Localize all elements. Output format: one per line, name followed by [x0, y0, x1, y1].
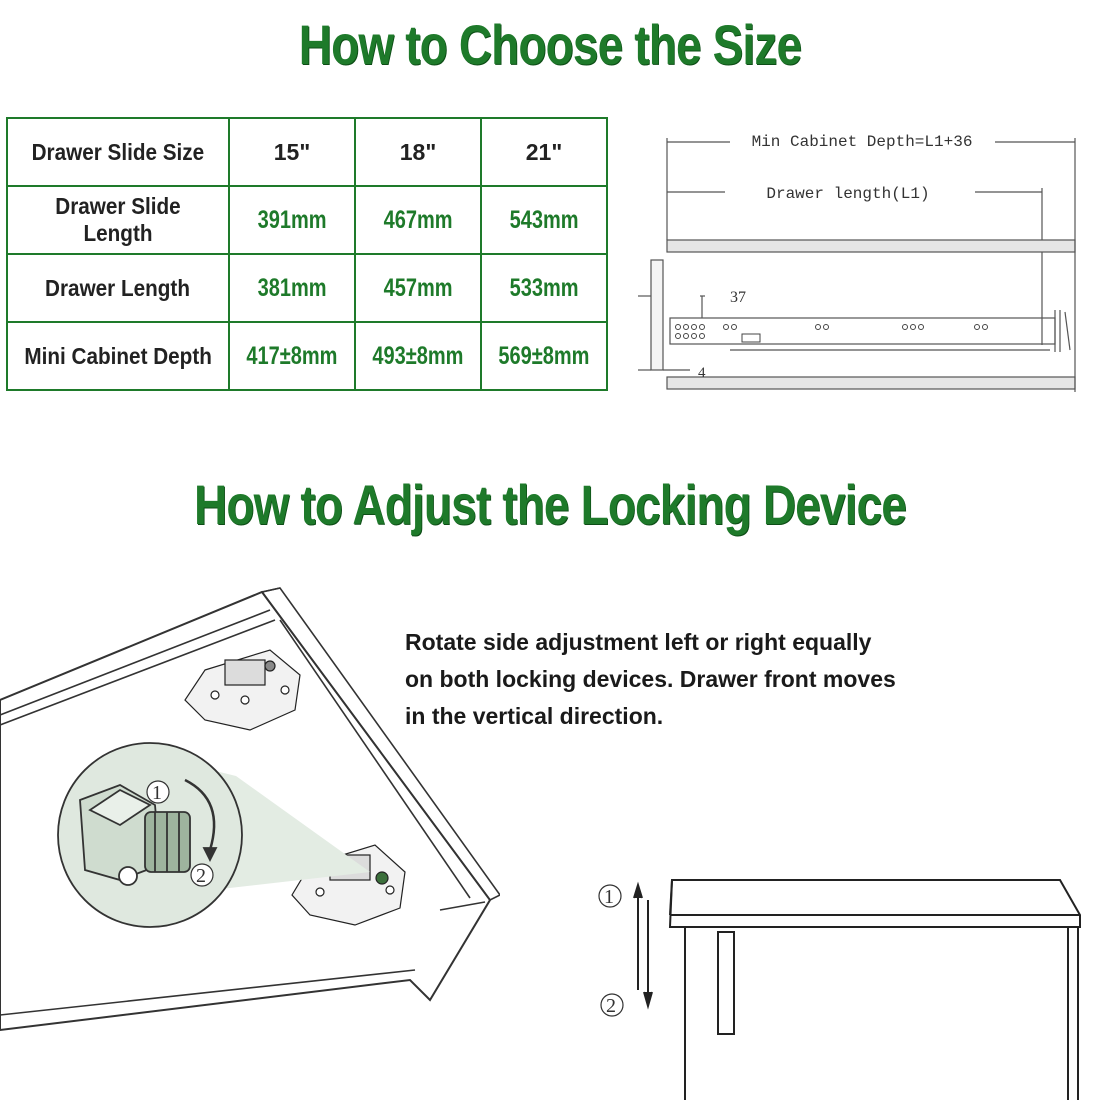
instruction-line: in the vertical direction. [405, 703, 664, 729]
dimension-4-label: 4 [698, 365, 706, 381]
step-1-marker: 1 [152, 782, 162, 804]
down-marker: 2 [606, 995, 616, 1017]
table-cell: 533mm [481, 254, 607, 322]
instruction-line: on both locking devices. Drawer front moves [405, 666, 896, 692]
table-cell: 543mm [481, 186, 607, 254]
size-table [6, 117, 608, 391]
table-cell: 391mm [229, 186, 355, 254]
table-row [7, 118, 607, 186]
min-cabinet-depth-label: Min Cabinet Depth=L1+36 [751, 133, 973, 151]
table-cell: 15" [229, 118, 355, 186]
table-cell: Mini Cabinet Depth [7, 322, 229, 390]
step-2-marker: 2 [196, 865, 206, 887]
table-cell: 18" [355, 118, 481, 186]
table-cell: Drawer Slide Length [7, 186, 229, 254]
table-cell: 21" [481, 118, 607, 186]
table-cell: 457mm [355, 254, 481, 322]
table-cell: 417±8mm [229, 322, 355, 390]
table-row [7, 322, 607, 390]
cabinet-diagram [590, 860, 1100, 1100]
instruction-line: Rotate side adjustment left or right equally [405, 629, 872, 655]
title-choose-size: How to Choose the Size [298, 13, 802, 76]
table-row [7, 186, 607, 254]
table-cell: 381mm [229, 254, 355, 322]
table-cell: Drawer Length [7, 254, 229, 322]
table-cell: 569±8mm [481, 322, 607, 390]
table-cell: Drawer Slide Size [7, 118, 229, 186]
drawer-locking-diagram [0, 580, 500, 1080]
drawer-length-label: Drawer length(L1) [766, 185, 930, 203]
table-row [7, 254, 607, 322]
dimension-diagram [630, 120, 1090, 400]
up-marker: 1 [604, 886, 614, 908]
dimension-37-label: 37 [730, 289, 746, 306]
title-adjust-lock: How to Adjust the Locking Device [194, 473, 906, 536]
table-cell: 467mm [355, 186, 481, 254]
table-cell: 493±8mm [355, 322, 481, 390]
